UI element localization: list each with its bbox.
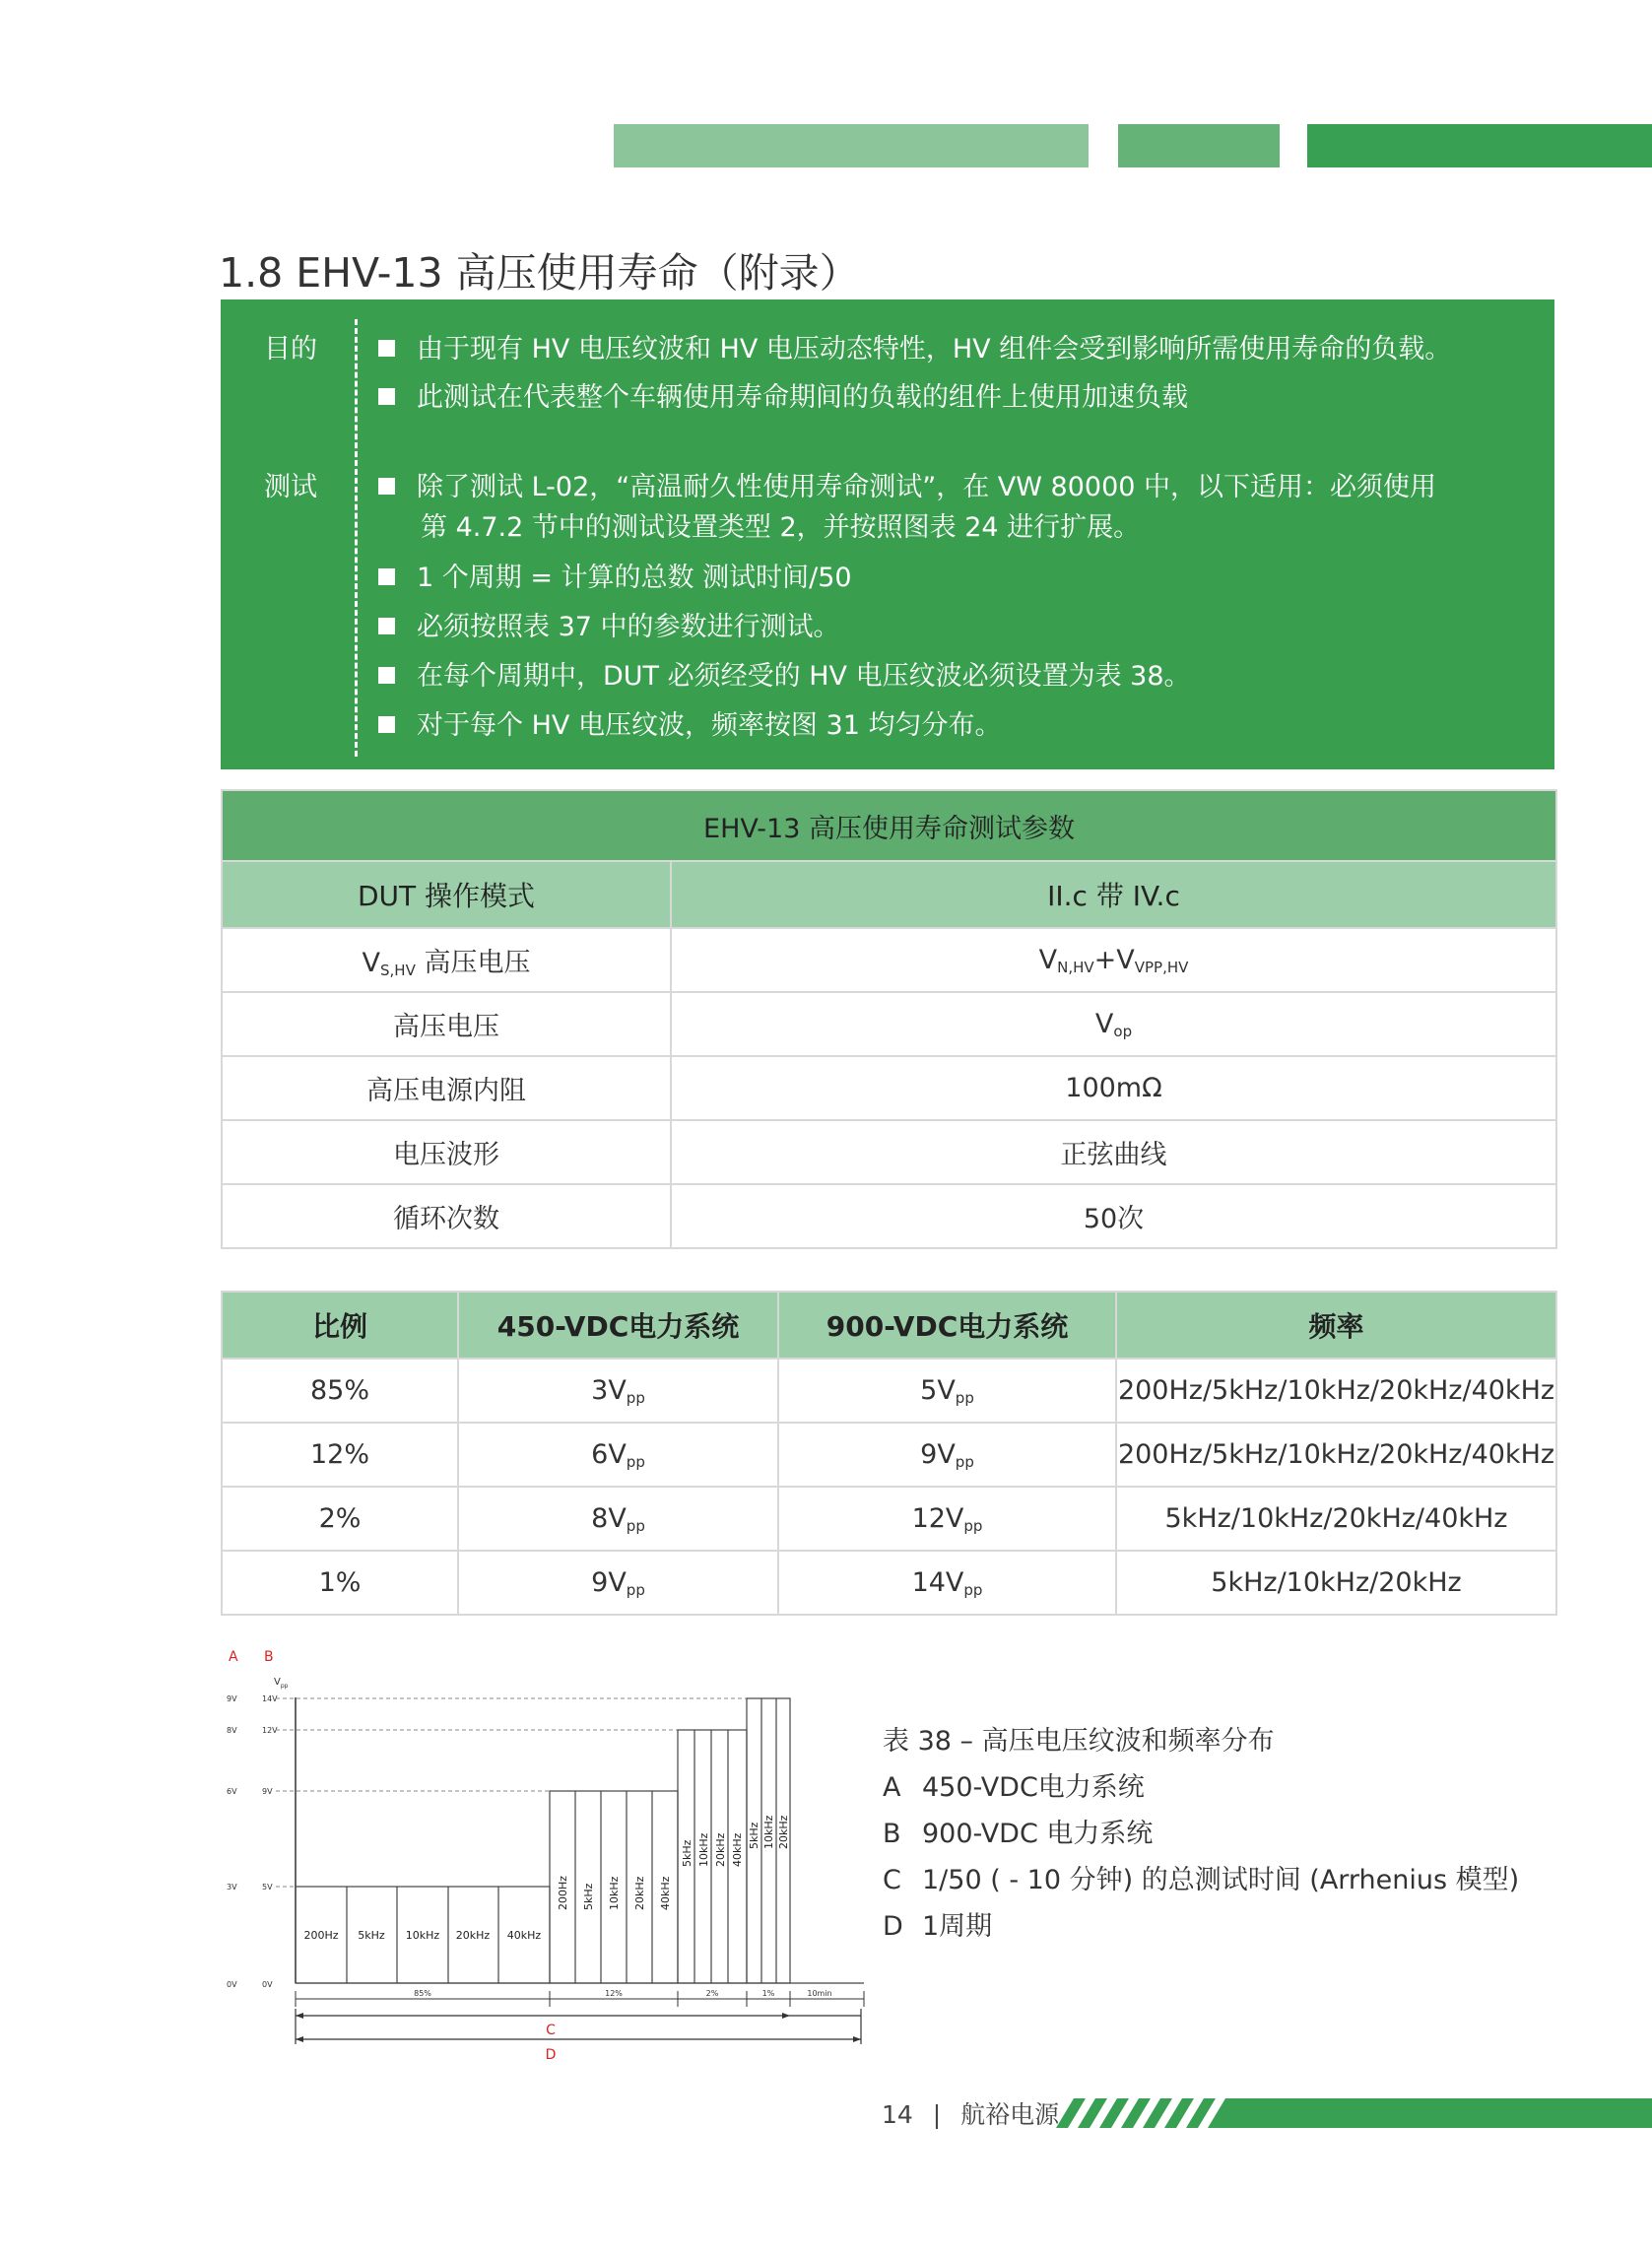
test-item: 在每个周期中，DUT 必须经受的 HV 电压纹波必须设置为表 38。 (378, 654, 1191, 693)
test-item: 对于每个 HV 电压纹波，频率按图 31 均匀分布。 (378, 703, 1001, 742)
param-name: $V_{S,HV}$ 高压电压 (222, 928, 671, 992)
segment-label: 10min (807, 1989, 832, 1998)
param-name: 电压波形 (222, 1120, 671, 1184)
axis-a-tick: 9V (227, 1694, 237, 1703)
frequency-cell: 5kHz/10kHz/20kHz/40kHz (1116, 1487, 1556, 1551)
param-value: 正弦曲线 (671, 1120, 1556, 1184)
param-table (221, 789, 1557, 1249)
param-value: $V_{N,HV}+V_{VPP,HV}$ (671, 928, 1556, 992)
bar-label: 10kHz (762, 1815, 775, 1849)
segment-label: 85% (414, 1989, 431, 1998)
v900-cell: $9V_{pp}$ (778, 1423, 1116, 1487)
ripple-header-900: 900-VDC电力系统 (778, 1292, 1116, 1359)
frequency-cell: 200Hz/5kHz/10kHz/20kHz/40kHz (1116, 1359, 1556, 1423)
square-bullet-icon (378, 478, 395, 495)
bar-label: 200Hz (303, 1929, 339, 1942)
v900-cell: $12V_{pp}$ (778, 1487, 1116, 1551)
bar-label: 200Hz (557, 1875, 569, 1910)
ratio-cell: 1% (222, 1551, 458, 1615)
segment-label: 2% (705, 1989, 719, 1998)
square-bullet-icon (378, 568, 395, 585)
ripple-header-ratio: 比例 (222, 1292, 458, 1359)
test-label: 测试 (264, 472, 317, 502)
purpose-item: 此测试在代表整个车辆使用寿命期间的负载的组件上使用加速负载 (378, 375, 1188, 414)
top-bar-mid (1118, 124, 1280, 167)
table-row (222, 1551, 1556, 1615)
v450-cell: $8V_{pp}$ (458, 1487, 778, 1551)
ratio-cell: 2% (222, 1487, 458, 1551)
bar-label: 5kHz (681, 1839, 694, 1867)
table-row (222, 1423, 1556, 1487)
bar-label: 10kHz (405, 1929, 440, 1942)
table-row (222, 1359, 1556, 1423)
summary-box (221, 299, 1554, 769)
purpose-item: 由于现有 HV 电压纹波和 HV 电压动态特性，HV 组件会受到影响所需使用寿命的负载。 (378, 327, 1451, 365)
axis-b-tick: 0V (262, 1980, 273, 1989)
v900-cell: $14V_{pp}$ (778, 1551, 1116, 1615)
ratio-cell: 85% (222, 1359, 458, 1423)
axis-b-tick: 9V (262, 1787, 273, 1796)
v450-cell: $9V_{pp}$ (458, 1551, 778, 1615)
v900-cell: $5V_{pp}$ (778, 1359, 1116, 1423)
bar-label: 40kHz (659, 1876, 672, 1910)
brand-name: 航裕电源 (960, 2100, 1060, 2129)
axis-b-tick: 12V (262, 1726, 278, 1735)
figure-label-c: C (546, 2023, 556, 2038)
table-row (222, 1184, 1556, 1248)
table-row (222, 1056, 1556, 1120)
legend-item: A 450-VDC电力系统 (883, 1772, 1145, 1803)
bar-label: 40kHz (731, 1832, 744, 1867)
square-bullet-icon (378, 618, 395, 634)
square-bullet-icon (378, 388, 395, 405)
footer-stripes-icon (1056, 2098, 1253, 2128)
divider-line (355, 319, 358, 757)
ratio-cell: 12% (222, 1423, 458, 1487)
bar-label: 20kHz (633, 1876, 646, 1910)
axis-a-tick: 8V (227, 1726, 237, 1735)
bar-label: 20kHz (455, 1929, 491, 1942)
axis-b-tick: 14V (262, 1694, 278, 1703)
square-bullet-icon (378, 667, 395, 684)
figure-label-a: A (229, 1649, 238, 1665)
top-bar-light (614, 124, 1089, 167)
param-name: 循环次数 (222, 1184, 671, 1248)
param-header-mode: DUT 操作模式 (222, 861, 671, 928)
bar-label: 5kHz (582, 1883, 595, 1910)
test-item: 除了测试 L-02，“高温耐久性使用寿命测试”，在 VW 80000 中，以下适用：必须使用 (378, 465, 1436, 503)
bar-label: 5kHz (358, 1929, 385, 1942)
footer-bar (1253, 2098, 1652, 2128)
param-name: 高压电压 (222, 992, 671, 1056)
ripple-header-450: 450-VDC电力系统 (458, 1292, 778, 1359)
y-axis-title: $V_{pp}$ (274, 1677, 289, 1690)
bar-label: 40kHz (506, 1929, 542, 1942)
param-value: 50次 (671, 1184, 1556, 1248)
section-title: 1.8 EHV-13 高压使用寿命（附录） (219, 249, 860, 297)
table-row (222, 1120, 1556, 1184)
page-footer (882, 2095, 1059, 2131)
param-value: 100mΩ (671, 1056, 1556, 1120)
purpose-label: 目的 (264, 334, 317, 365)
table-row (222, 992, 1556, 1056)
figure-label-b: B (264, 1649, 274, 1665)
param-table-title: EHV-13 高压使用寿命测试参数 (222, 790, 1556, 861)
ripple-header-frequency: 频率 (1116, 1292, 1556, 1359)
frequency-cell: 5kHz/10kHz/20kHz (1116, 1551, 1556, 1615)
legend-item: D 1周期 (883, 1911, 993, 1942)
param-name: 高压电源内阻 (222, 1056, 671, 1120)
axis-a-tick: 6V (227, 1787, 237, 1796)
test-item: 1 个周期 = 计算的总数 测试时间/50 (378, 556, 852, 594)
bar-label: 20kHz (777, 1815, 790, 1849)
frequency-cell: 200Hz/5kHz/10kHz/20kHz/40kHz (1116, 1423, 1556, 1487)
figure-label-d: D (545, 2047, 557, 2063)
test-item-continuation: 第 4.7.2 节中的测试设置类型 2，并按照图表 24 进行扩展。 (421, 512, 1141, 543)
bar-label: 20kHz (714, 1832, 727, 1867)
axis-a-tick: 3V (227, 1883, 237, 1892)
v450-cell: $6V_{pp}$ (458, 1423, 778, 1487)
top-bar-dark (1307, 124, 1652, 167)
bar-label: 5kHz (748, 1822, 760, 1849)
ripple-distribution-figure (219, 1640, 869, 2066)
segment-label: 1% (761, 1989, 775, 1998)
param-value: $V_{op}$ (671, 992, 1556, 1056)
page-number: 14 (882, 2100, 913, 2129)
square-bullet-icon (378, 716, 395, 733)
table-row (222, 928, 1556, 992)
table-row (222, 1487, 1556, 1551)
bar-label: 10kHz (608, 1876, 621, 1910)
legend-item: B 900-VDC 电力系统 (883, 1819, 1154, 1849)
footer-separator: | (932, 2100, 942, 2129)
axis-a-tick: 0V (227, 1980, 237, 1989)
axis-b-tick: 5V (262, 1883, 273, 1892)
test-item: 必须按照表 37 中的参数进行测试。 (378, 605, 840, 643)
square-bullet-icon (378, 340, 395, 357)
bar-label: 10kHz (697, 1832, 710, 1867)
param-header-value: II.c 带 IV.c (671, 861, 1556, 928)
ripple-table (221, 1291, 1557, 1616)
segment-label: 12% (605, 1989, 623, 1998)
v450-cell: $3V_{pp}$ (458, 1359, 778, 1423)
figure-caption: 表 38 – 高压电压纹波和频率分布 (883, 1726, 1275, 1757)
legend-item: C 1/50 ( - 10 分钟) 的总测试时间 (Arrhenius 模型) (883, 1865, 1520, 1895)
